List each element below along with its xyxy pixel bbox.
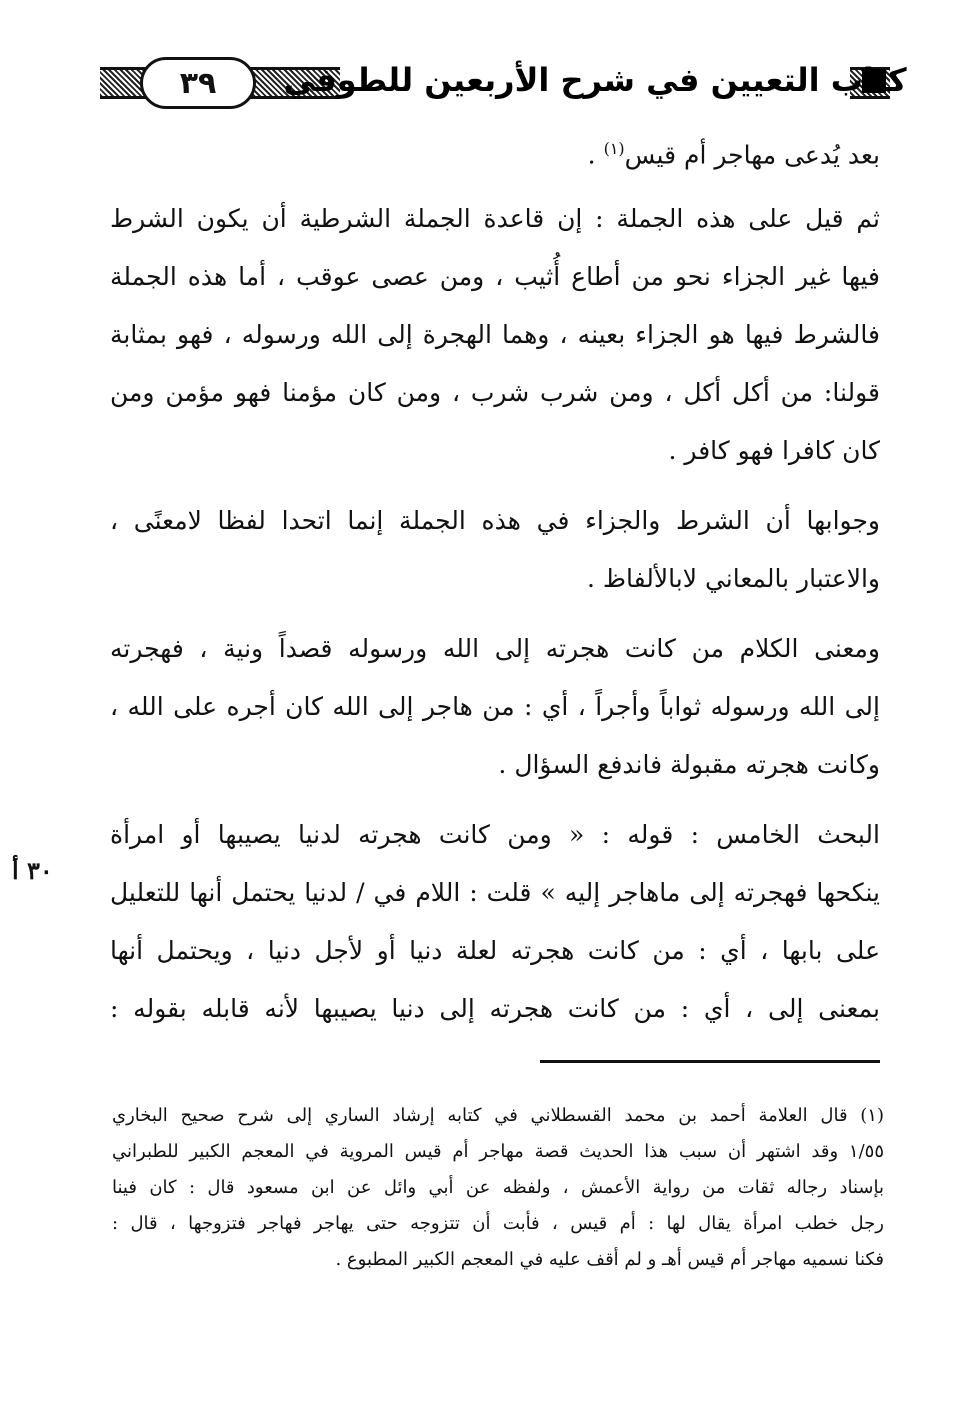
paragraph-2-line: قولنا: من أكل أكل ، ومن شرب شرب ، ومن كان مؤمنا فهو مؤمن ومن	[110, 378, 880, 407]
paragraph-1-end: .	[587, 140, 604, 170]
footnotes	[112, 1098, 884, 1278]
paragraph-4-line: وكانت هجرته مقبولة فاندفع السؤال .	[498, 750, 880, 779]
manuscript-folio-note: ٣٠ أ	[12, 856, 53, 885]
paragraph-5-line: على بابها ، أي : من كانت هجرته لعلة دنيا أو لأجل دنيا ، ويحتمل أنها	[110, 936, 880, 965]
paragraph-2-line: كان كافرا فهو كافر .	[668, 436, 880, 465]
paragraph-4-line: إلى الله ورسوله ثواباً وأجراً ، أي : من هاجر إلى الله كان أجره على الله ،	[110, 692, 880, 721]
paragraph-1-text: بعد يُدعى مهاجر أم قيس	[624, 140, 880, 170]
page-number: ٣٩	[179, 65, 217, 101]
footnote-line: فكنا نسميه مهاجر أم قيس أهـ و لم أقف عليه في المعجم الكبير المطبوع .	[335, 1249, 884, 1270]
page-number-badge	[140, 57, 256, 109]
paragraph-4-line: ومعنى الكلام من كانت هجرته إلى الله ورسوله قصداً ونية ، فهجرته	[110, 634, 880, 663]
header-title-box	[283, 55, 907, 105]
paragraph-5-line: بمعنى إلى ، أي : من كانت هجرته إلى دنيا يصيبها لأنه قابله بقوله :	[110, 994, 880, 1023]
footnote-line: (١) قال العلامة أحمد بن محمد القسطلاني في كتابه إرشاد الساري إلى شرح صحيح البخاري	[112, 1105, 884, 1126]
paragraph-5-line: البحث الخامس : قوله : « ومن كانت هجرته لدنيا يصيبها أو امرأة	[110, 820, 880, 849]
footnote-line: بإسناد رجاله ثقات من رواية الأعمش ، ولفظه عن أبي وائل عن ابن مسعود قال : كان فينا	[112, 1177, 884, 1198]
footnote-line: رجل خطب امرأة يقال لها : أم قيس ، فأبت أن تتزوجه حتى يهاجر فهاجر فتزوجها ، قال :	[112, 1213, 884, 1234]
paragraph-5-line: ينكحها فهجرته إلى ماهاجر إليه » قلت : اللام في / لدنيا يحتمل أنها للتعليل	[110, 878, 880, 907]
paragraph-3-line: والاعتبار بالمعاني لابالألفاظ .	[587, 564, 880, 593]
paragraph-2-line: فيها غير الجزاء نحو من أطاع أُثيب ، ومن عصى عوقب ، أما هذه الجملة	[110, 262, 880, 291]
paragraph-3-line: وجوابها أن الشرط والجزاء في هذه الجملة إنما اتحدا لفظا لامعنًى ،	[110, 506, 880, 535]
footnote-separator	[540, 1060, 880, 1063]
footnote-line: ١/٥٥ وقد اشتهر أن سبب هذا الحديث قصة مهاجر أم قيس المروية في المعجم الكبير للطبراني	[112, 1141, 884, 1162]
paragraph-1-line	[110, 120, 880, 178]
page-header	[100, 55, 907, 107]
paragraph-2-line: ثم قيل على هذه الجملة : إن قاعدة الجملة الشرطية أن يكون الشرط	[110, 204, 880, 233]
paragraph-2-line: فالشرط فيها هو الجزاء بعينه ، وهما الهجرة إلى الله ورسوله ، فهو بمثابة	[110, 320, 880, 349]
book-title: كتاب التعيين في شرح الأربعين للطوفي	[283, 61, 907, 99]
footnote-reference: (١)	[603, 139, 625, 158]
main-text	[110, 120, 880, 1038]
